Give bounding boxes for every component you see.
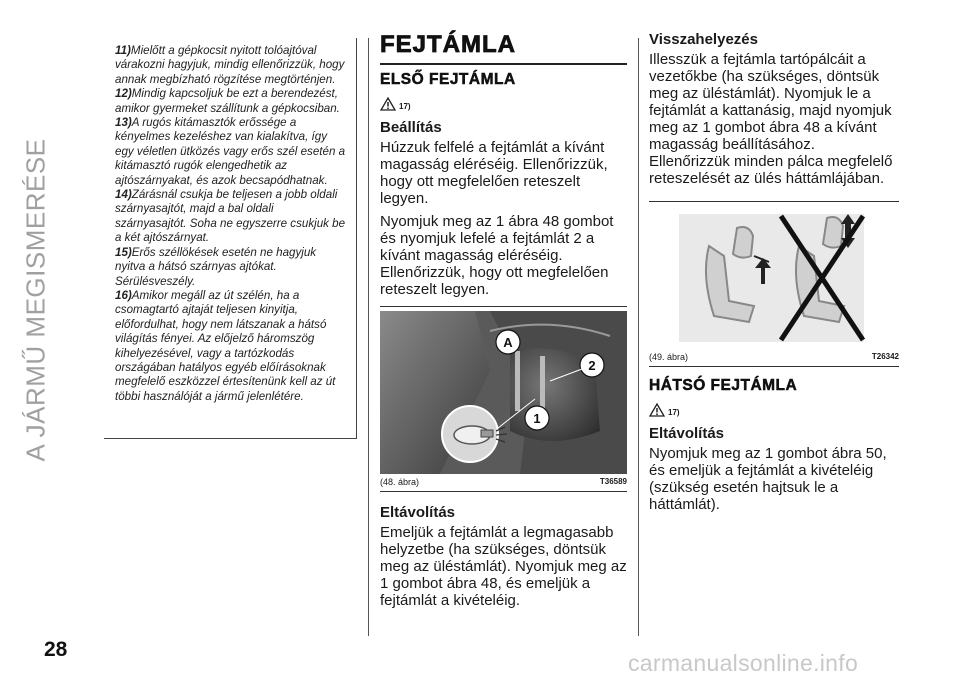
- figure-top-rule: [380, 306, 627, 307]
- figure-49-top-rule: [649, 201, 899, 202]
- warning-notes-box: [104, 38, 357, 439]
- note-13: 13)A rugós kitámasztók erőssége a kényelmes kezeléshez van kialakítva, így egy véletlen ütközés vagy erős szél esetén a kitámasztó rugók elengedhetik az ajtószárnyakat, és azok becsapódhatnak.: [115, 116, 346, 187]
- warning-triangle-icon: [649, 403, 665, 417]
- adjust-paragraph-1: Húzzuk felfelé a fejtámlát a kívánt magasság eléréséig. Ellenőrizzük, hogy ott megfelelően reteszelt legyen.: [380, 139, 608, 207]
- figure-49-caption: (49. ábra) T26342: [649, 352, 899, 367]
- column-divider-1: [368, 38, 369, 636]
- figure-49-image: [649, 206, 899, 349]
- rear-remove-paragraph: Nyomjuk meg az 1 gombot ábra 50, és emeljük a fejtámlát a kivételéig (szükség esetén hajtsuk le a háttámlát).: [649, 445, 887, 513]
- figure-48-caption: (48. ábra) T36589: [380, 477, 627, 492]
- watermark-text: carmanualsonline.info: [628, 650, 859, 676]
- page-number: 28: [44, 638, 68, 661]
- warning-reference-rear: 17): [649, 399, 899, 417]
- column-front-headrest: [380, 28, 627, 615]
- callout-a-label: A: [503, 335, 513, 350]
- warning-reference: 17): [380, 93, 627, 111]
- note-12: 12)Mindig kapcsoljuk be ezt a berendezést, amikor gyermeket szállítunk a gépkocsiban.: [115, 87, 340, 115]
- headrest-position-illustration: [649, 206, 899, 349]
- note-11: 11)Mielőtt a gépkocsit nyitott tolóajtóval várakozni hagyjuk, mindig ellenőrizzük, hogy annak megbízható rögzítése megtörténjen.: [115, 44, 345, 86]
- section-heading-front: ELSŐ FEJTÁMLA: [380, 71, 516, 88]
- note-14: 14)Zárásnál csukja be teljesen a jobb oldali szárnyasajtót, majd a bal oldali szárnyasajtót. Soha ne egyszerre csukjuk be a két ajtószárnyat.: [115, 188, 346, 245]
- callout-1-label: 1: [533, 411, 541, 426]
- column-divider-2: [638, 38, 639, 636]
- rear-remove-heading: Eltávolítás: [649, 425, 725, 442]
- note-16: 16)Amikor megáll az út szélén, ha a csomagtartó ajtaját teljesen kinyitja, előfordulhat, hogy nem látszanak a hátsó világítás fényei. Az előjelző háromszög kihelyezésével, vagy a tartózkodás országában hatályos egyéb előírásoknak megfelelő eszközzel értesítenünk kell az út többi használóját a jármű jelenlétére.: [115, 288, 336, 403]
- warning-triangle-icon: [380, 97, 396, 111]
- headrest-button-illustration: [380, 311, 627, 474]
- callout-2-label: 2: [588, 358, 596, 373]
- reset-heading: Visszahelyezés: [649, 31, 758, 48]
- remove-heading: Eltávolítás: [380, 504, 456, 521]
- section-heading-rear: HÁTSÓ FEJTÁMLA: [649, 377, 798, 394]
- adjust-heading: Beállítás: [380, 119, 442, 136]
- reset-paragraph: Illesszük a fejtámla tartópálcáit a vezetőkbe (ha szükséges, döntsük meg az üléstámlát). Nyomjuk le a fejtámlát a kattanásig, majd nyomjuk meg az 1 gombot ábra 48 a kívánt magasság beállításához. Ellenőrizzük minden pálca megfelelő reteszelését az ülés háttámlájában.: [649, 51, 893, 187]
- main-heading: FEJTÁMLA: [380, 28, 627, 65]
- column-headrest-reinstall: [649, 28, 899, 519]
- figure-48-image: [380, 311, 627, 474]
- remove-paragraph: Emeljük a fejtámlát a legmagasabb helyzetbe (ha szükséges, döntsük meg az üléstámlát). Nyomjuk meg az 1 gombot ábra 48, és emeljük a fejtámlát a kivételéig.: [380, 524, 627, 609]
- adjust-paragraph-2: Nyomjuk meg az 1 ábra 48 gombot és nyomjuk lefelé a fejtámlát 2 a kívánt magasság eléréséig. Ellenőrizzük, hogy ott megfelelően reteszelt legyen.: [380, 213, 614, 298]
- note-15: 15)Erős széllökések esetén ne hagyjuk nyitva a hátsó szárnyas ajtókat. Sérülésveszély.: [115, 245, 317, 288]
